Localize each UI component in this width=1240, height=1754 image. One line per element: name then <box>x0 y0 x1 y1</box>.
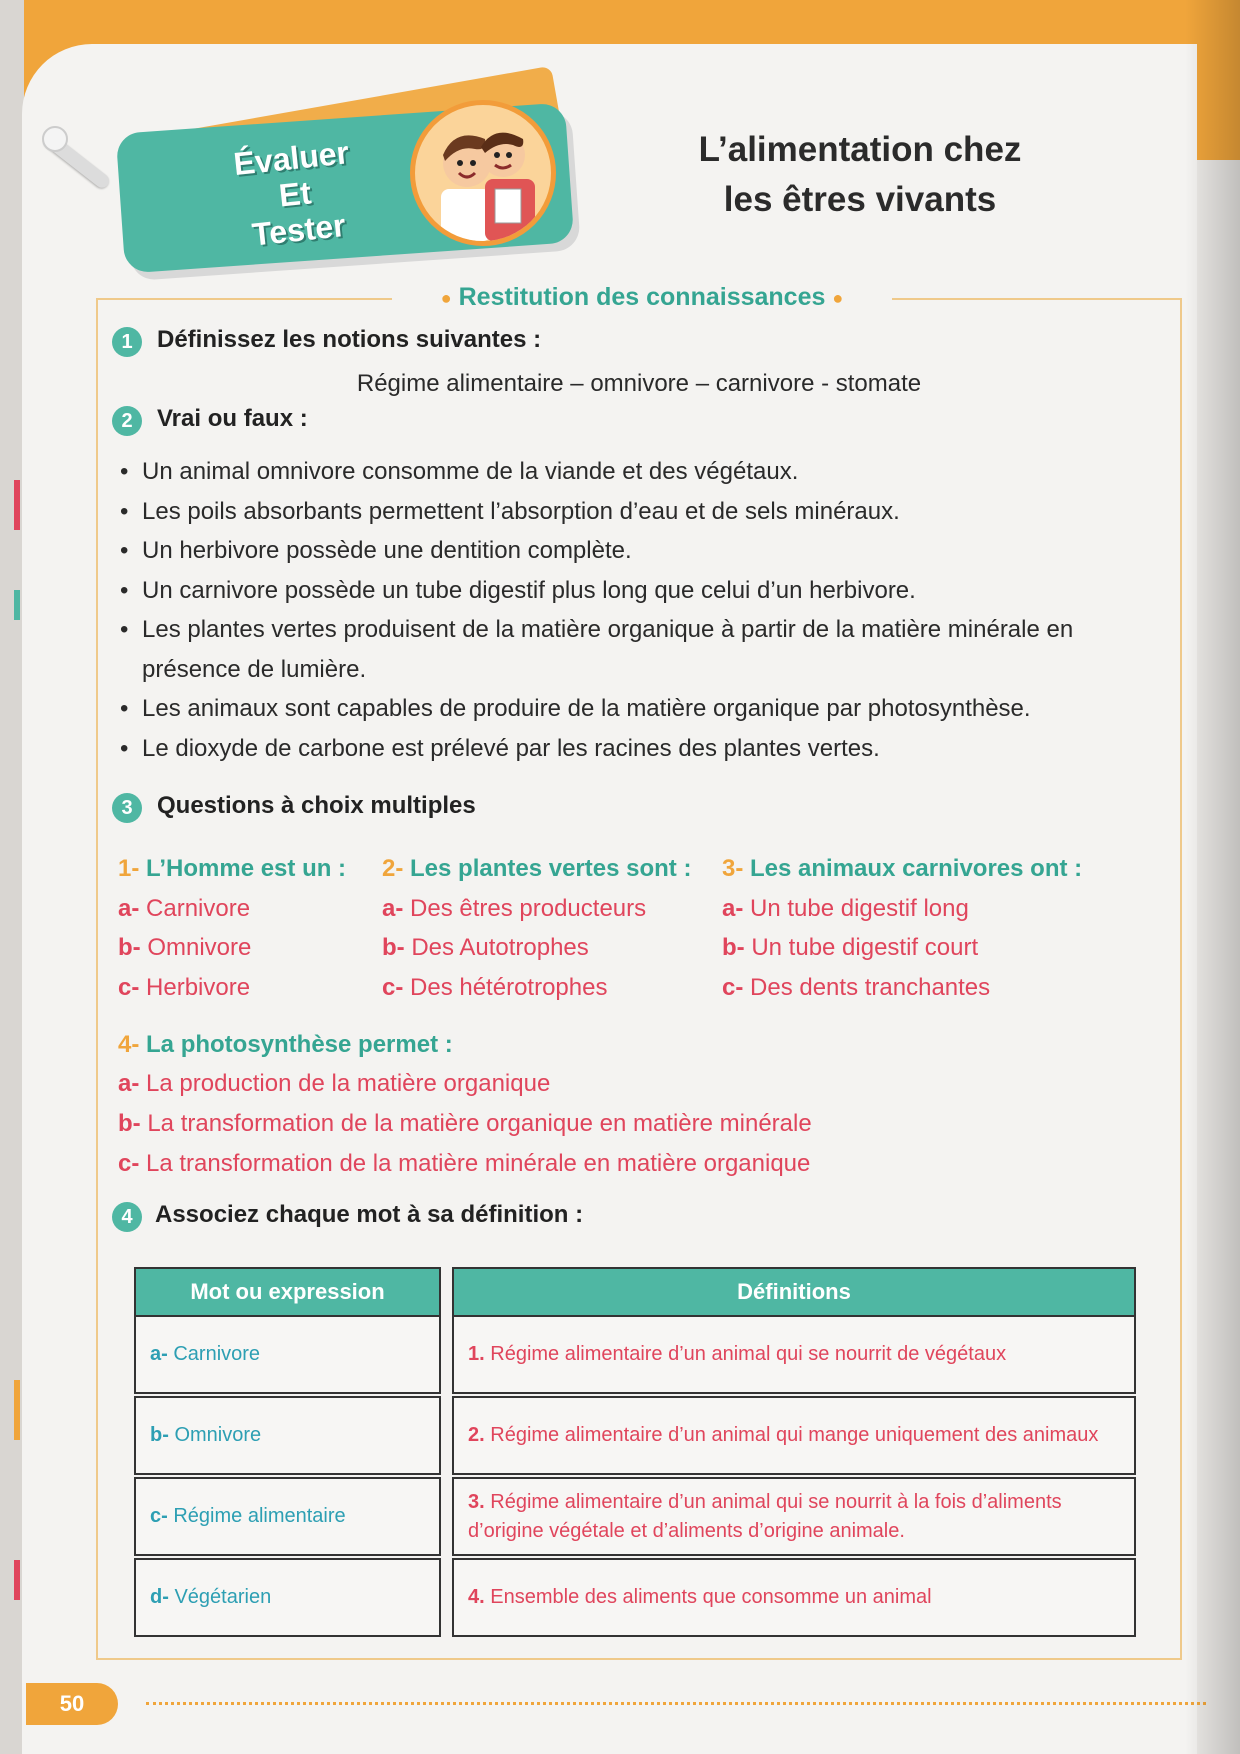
mcq-option <box>118 895 250 923</box>
mcq-4-question: La photosynthèse permet : <box>146 1031 453 1058</box>
mascot-kids-icon <box>410 100 556 246</box>
mcq-option <box>382 974 607 1002</box>
side-color-tabs <box>14 480 20 1680</box>
option-letter: b- <box>722 934 745 961</box>
question-3-number: 3 <box>112 793 142 823</box>
statement-item: • Les poils absorbants permettent l’absorption d’eau et de sels minéraux. <box>118 492 1148 532</box>
table-definition-cell <box>452 1558 1136 1637</box>
definition-text: Ensemble des aliments que consomme un animal <box>490 1586 932 1608</box>
option-letter: a- <box>722 895 744 922</box>
definition-text: Régime alimentaire d’un animal qui se nourrit à la fois d’aliments d’origine végétale et d’aliments d’origine animale. <box>468 1490 1062 1542</box>
word-text: Végétarien <box>174 1586 272 1608</box>
word-letter: d- <box>150 1586 169 1608</box>
mcq-1-heading <box>118 855 346 883</box>
question-1-number: 1 <box>112 327 142 357</box>
option-text: Des dents tranchantes <box>750 974 991 1001</box>
title-line-2: les êtres vivants <box>723 180 997 219</box>
option-letter: a- <box>118 895 140 922</box>
badge-line-3: Tester <box>250 207 348 253</box>
mcq-2-number: 2- <box>382 855 404 882</box>
option-letter: a- <box>118 1070 140 1097</box>
badge-label <box>200 131 390 257</box>
badge-line-2: Et <box>277 174 313 214</box>
question-3-title: Questions à choix multiples <box>157 792 476 819</box>
word-text: Régime alimentaire <box>173 1505 346 1527</box>
badge-line-1: Évaluer <box>231 134 351 183</box>
table-definition-cell <box>452 1396 1136 1475</box>
title-line-1: L’alimentation chez <box>698 130 1022 169</box>
option-text: Des Autotrophes <box>411 934 589 961</box>
table-word-cell <box>134 1315 441 1394</box>
mcq-2-heading <box>382 855 691 883</box>
dot-right-icon: ● <box>832 287 844 308</box>
mcq-option <box>722 974 990 1002</box>
table-definition-cell <box>452 1477 1136 1556</box>
definition-number: 3. <box>468 1490 485 1513</box>
statement-item: • Un herbivore possède une dentition complète. <box>118 531 1148 571</box>
mcq-option <box>722 934 978 962</box>
option-text: Herbivore <box>146 974 251 1001</box>
mcq-option <box>118 974 250 1002</box>
question-1-terms: Régime alimentaire – omnivore – carnivore - stomate <box>356 370 922 397</box>
page-edge-left <box>0 0 24 1754</box>
option-letter: c- <box>722 974 744 1001</box>
option-text: Des hétérotrophes <box>410 974 608 1001</box>
mcq-1-number: 1- <box>118 855 140 882</box>
mcq-4-number: 4- <box>118 1031 140 1058</box>
mcq-3-number: 3- <box>722 855 744 882</box>
option-text: La transformation de la matière organique en matière minérale <box>147 1110 812 1137</box>
option-text: Un tube digestif long <box>750 895 969 922</box>
true-false-list <box>118 452 1148 768</box>
definition-number: 4. <box>468 1586 485 1608</box>
option-text: Un tube digestif court <box>751 934 979 961</box>
definition-number: 2. <box>468 1424 485 1446</box>
mcq-option <box>118 1070 550 1098</box>
page-number: 50 <box>26 1683 118 1725</box>
mcq-2-question: Les plantes vertes sont : <box>410 855 692 882</box>
question-4-title: Associez chaque mot à sa définition : <box>155 1201 584 1228</box>
question-2-title: Vrai ou faux : <box>157 405 308 432</box>
option-text: Omnivore <box>147 934 252 961</box>
table-header-word: Mot ou expression <box>134 1267 441 1315</box>
statement-item: • Les animaux sont capables de produire de la matière organique par photosynthèse. <box>118 689 1148 729</box>
option-text: Carnivore <box>146 895 251 922</box>
word-letter: b- <box>150 1424 169 1446</box>
statement-item: • Le dioxyde de carbone est prélevé par les racines des plantes vertes. <box>118 729 1148 769</box>
table-header-definition: Définitions <box>452 1267 1136 1315</box>
mcq-option <box>382 895 646 923</box>
word-text: Omnivore <box>174 1424 262 1446</box>
table-word-cell <box>134 1396 441 1475</box>
option-text: Des êtres producteurs <box>410 895 647 922</box>
option-letter: c- <box>118 974 140 1001</box>
mcq-option <box>382 934 589 962</box>
mcq-option <box>118 1150 810 1178</box>
option-text: La production de la matière organique <box>146 1070 551 1097</box>
statement-item: • Un carnivore possède un tube digestif plus long que celui d’un herbivore. <box>118 571 1148 611</box>
table-word-cell <box>134 1477 441 1556</box>
definition-text: Régime alimentaire d’un animal qui se nourrit de végétaux <box>490 1343 1007 1365</box>
pin-head-icon <box>42 126 68 152</box>
option-letter: c- <box>382 974 404 1001</box>
option-letter: a- <box>382 895 404 922</box>
word-letter: c- <box>150 1505 168 1527</box>
definition-text: Régime alimentaire d’un animal qui mange uniquement des animaux <box>490 1424 1099 1446</box>
footer-dotted-line <box>146 1702 1206 1705</box>
question-2-number: 2 <box>112 406 142 436</box>
mcq-1-question: L’Homme est un : <box>146 855 347 882</box>
word-letter: a- <box>150 1343 168 1365</box>
table-definition-cell <box>452 1315 1136 1394</box>
binding-shadow <box>1185 0 1240 1754</box>
word-text: Carnivore <box>173 1343 261 1365</box>
option-letter: c- <box>118 1150 140 1177</box>
definition-number: 1. <box>468 1343 485 1365</box>
option-letter: b- <box>118 934 141 961</box>
table-word-cell <box>134 1558 441 1637</box>
statement-item: • Un animal omnivore consomme de la viande et des végétaux. <box>118 452 1148 492</box>
section-label: Restitution des connaissances <box>458 283 826 311</box>
section-header <box>392 283 892 312</box>
dot-left-icon: ● <box>440 287 452 308</box>
question-1-title: Définissez les notions suivantes : <box>157 326 542 353</box>
option-letter: b- <box>118 1110 141 1137</box>
page-title <box>620 125 1100 225</box>
mcq-option <box>118 1110 812 1138</box>
option-text: La transformation de la matière minérale en matière organique <box>146 1150 811 1177</box>
mcq-3-heading <box>722 855 1082 883</box>
mcq-4-heading <box>118 1031 453 1059</box>
mcq-3-question: Les animaux carnivores ont : <box>750 855 1083 882</box>
mcq-option <box>118 934 251 962</box>
mcq-option <box>722 895 969 923</box>
statement-item: • Les plantes vertes produisent de la matière organique à partir de la matière minérale en présence de lumière. <box>118 610 1148 689</box>
option-letter: b- <box>382 934 405 961</box>
question-4-number: 4 <box>112 1202 142 1232</box>
